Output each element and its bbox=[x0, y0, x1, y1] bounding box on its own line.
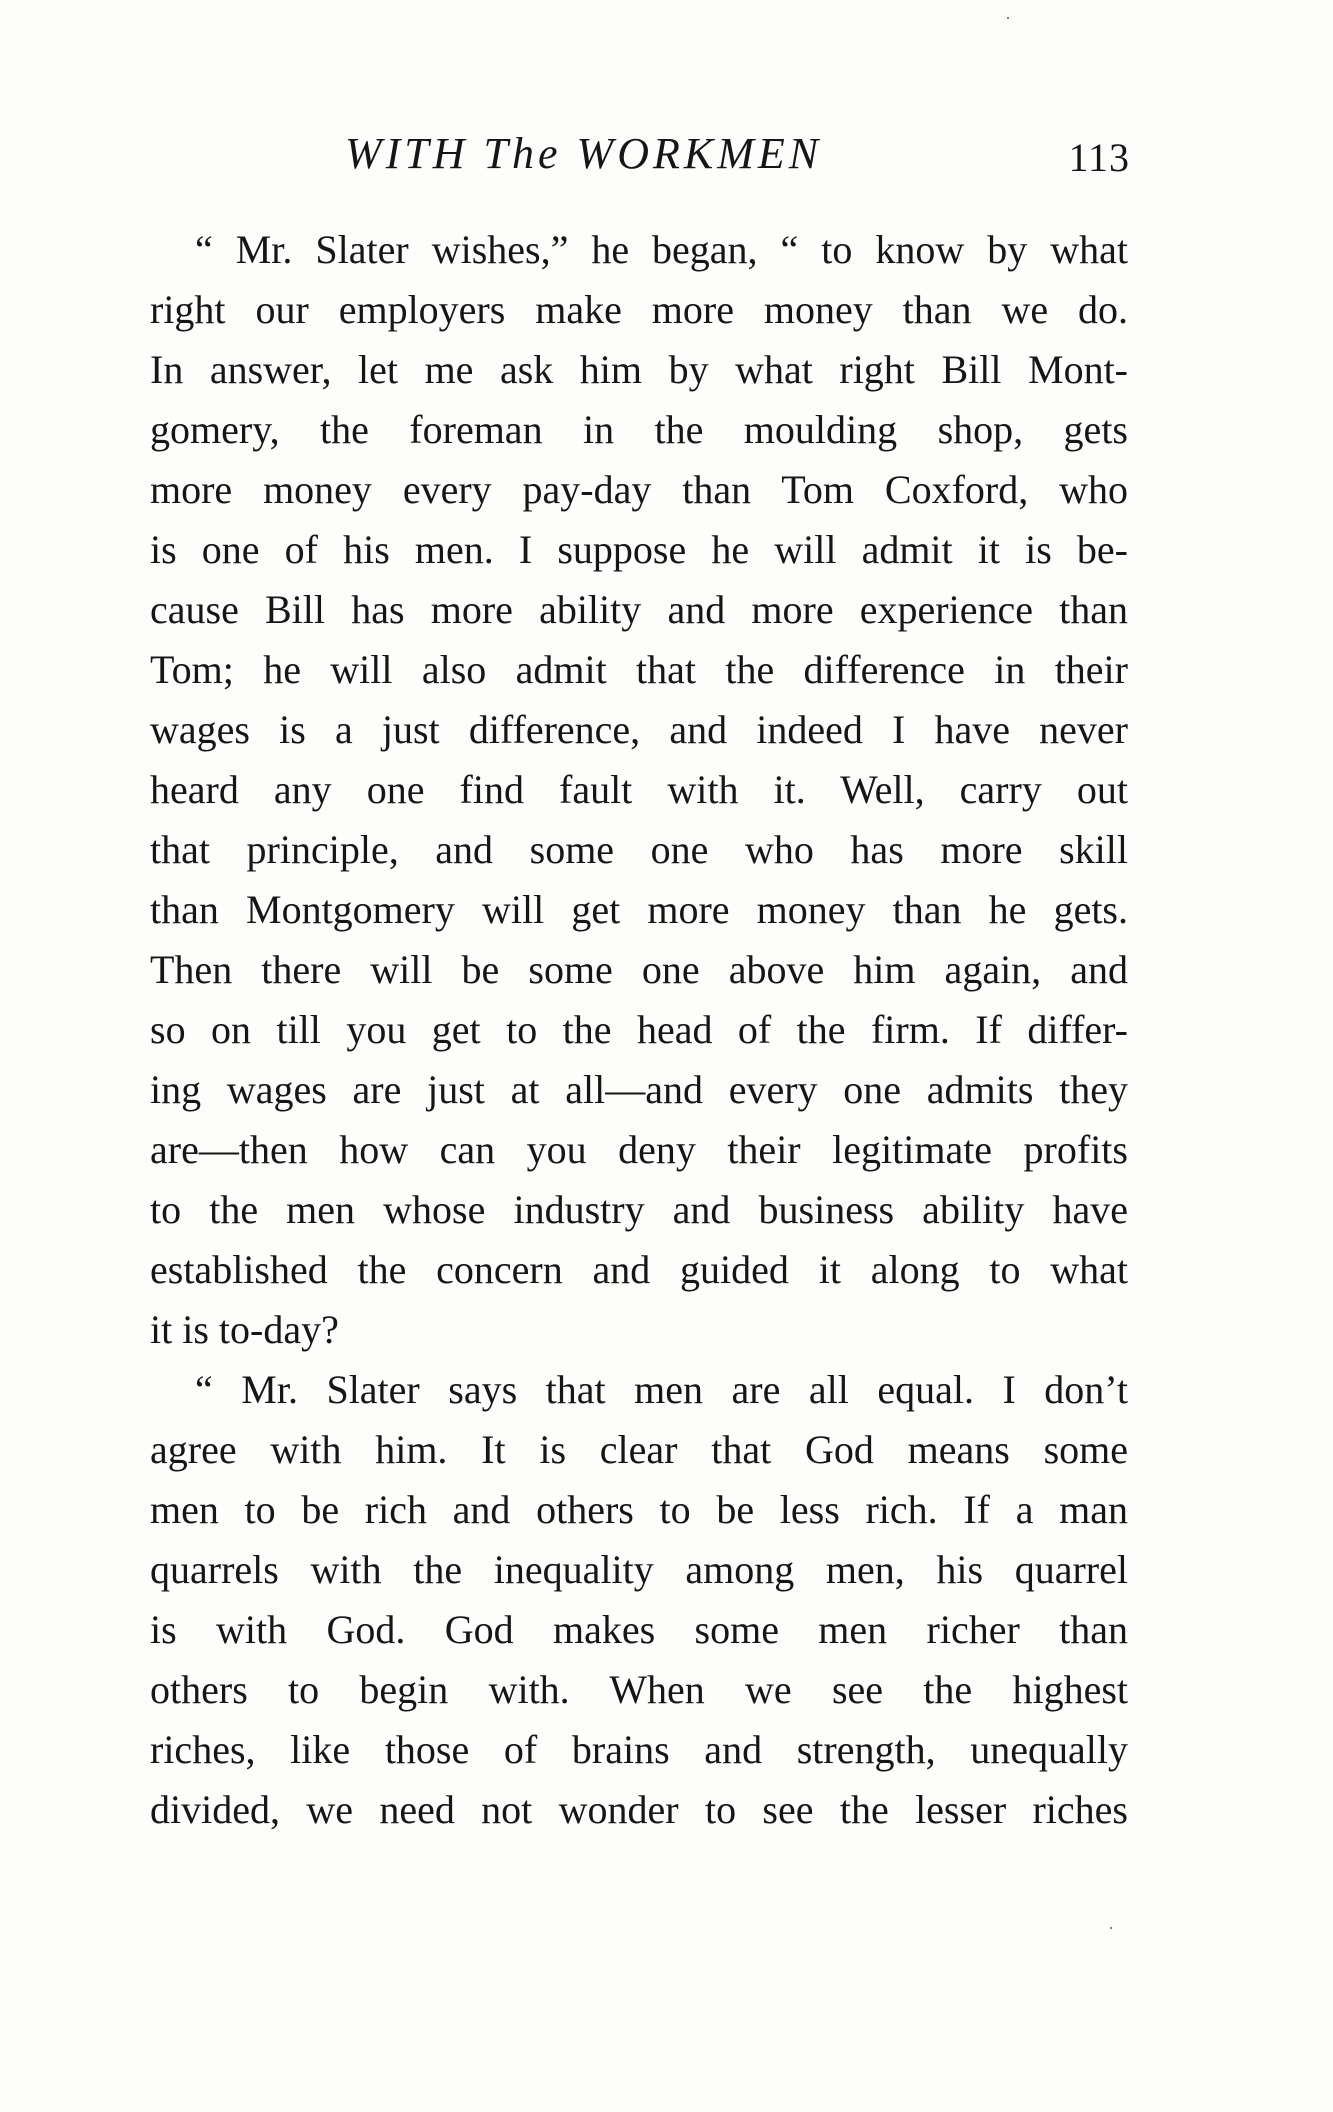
body-text bbox=[150, 220, 1128, 1840]
text-line: men to be rich and others to be less rich. If a man bbox=[150, 1487, 1128, 1532]
text-line: is with God. God makes some men richer than bbox=[150, 1607, 1128, 1652]
text-line: gomery, the foreman in the moulding shop, gets bbox=[150, 407, 1128, 452]
text-line: is one of his men. I suppose he will admit it is be- bbox=[150, 527, 1128, 572]
text-line: divided, we need not wonder to see the lesser riches bbox=[150, 1787, 1128, 1832]
text-line: more money every pay-day than Tom Coxford, who bbox=[150, 467, 1128, 512]
text-line: than Montgomery will get more money than he gets. bbox=[150, 887, 1128, 932]
paper-speck bbox=[1110, 1927, 1112, 1929]
text-line: heard any one find fault with it. Well, carry out bbox=[150, 767, 1128, 812]
text-line: so on till you get to the head of the firm. If differ- bbox=[150, 1007, 1128, 1052]
text-line: “ Mr. Slater says that men are all equal. I don’t bbox=[195, 1367, 1128, 1412]
text-line: quarrels with the inequality among men, his quarrel bbox=[150, 1547, 1128, 1592]
text-line: are—then how can you deny their legitimate profits bbox=[150, 1127, 1128, 1172]
text-line: agree with him. It is clear that God means some bbox=[150, 1427, 1128, 1472]
page-number: 113 bbox=[1068, 135, 1130, 180]
text-line: riches, like those of brains and strength, unequally bbox=[150, 1727, 1128, 1772]
paper-speck bbox=[1007, 17, 1009, 19]
running-head bbox=[150, 128, 1130, 188]
paragraph-1 bbox=[150, 220, 1128, 1360]
text-line: Tom; he will also admit that the difference in their bbox=[150, 647, 1128, 692]
text-line: that principle, and some one who has more skill bbox=[150, 827, 1128, 872]
text-line: Then there will be some one above him again, and bbox=[150, 947, 1128, 992]
text-line: to the men whose industry and business ability have bbox=[150, 1187, 1128, 1232]
text-line: wages is a just difference, and indeed I have never bbox=[150, 707, 1128, 752]
text-line: cause Bill has more ability and more experience than bbox=[150, 587, 1128, 632]
text-line: “ Mr. Slater wishes,” he began, “ to know by what bbox=[195, 227, 1128, 272]
text-line: ing wages are just at all—and every one admits they bbox=[150, 1067, 1128, 1112]
text-line: right our employers make more money than we do. bbox=[150, 287, 1128, 332]
text-line: it is to-day? bbox=[150, 1307, 339, 1352]
text-line: In answer, let me ask him by what right Bill Mont- bbox=[150, 347, 1128, 392]
text-line: others to begin with. When we see the highest bbox=[150, 1667, 1128, 1712]
running-title: WITH The WORKMEN bbox=[345, 129, 823, 178]
text-line: established the concern and guided it along to what bbox=[150, 1247, 1128, 1292]
paragraph-2 bbox=[150, 1360, 1128, 1840]
